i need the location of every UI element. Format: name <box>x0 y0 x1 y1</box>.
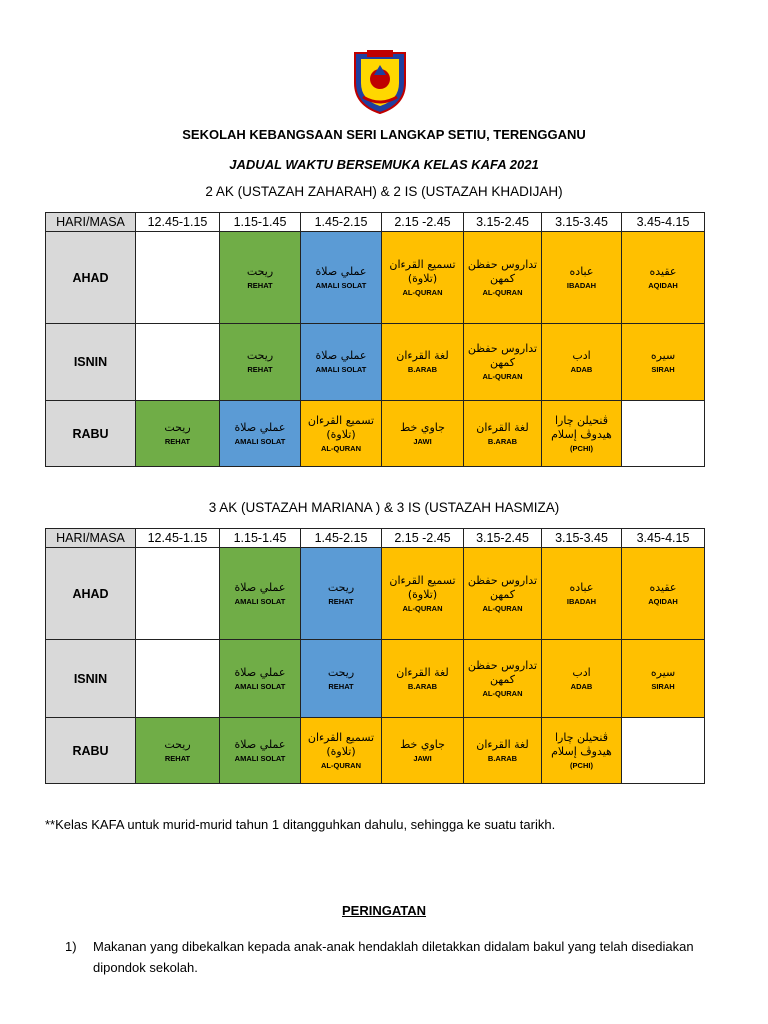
header-cell-time: 1.15-1.45 <box>220 213 301 232</box>
warning-item-number: 1) <box>65 939 77 954</box>
day-cell: RABU <box>46 401 136 467</box>
subject-cell <box>464 718 542 784</box>
subject-cell <box>301 548 382 640</box>
subject-cell <box>382 640 464 718</box>
header-cell-time: 3.15-3.45 <box>542 213 622 232</box>
subject-cell <box>464 548 542 640</box>
subject-latin: B.ARAB <box>407 365 438 374</box>
subject-cell <box>382 324 464 401</box>
header-row <box>46 213 705 232</box>
subject-arabic: تسميع القرءان (تلاوة) <box>307 730 375 758</box>
subject-arabic: عقيده <box>649 264 677 278</box>
subject-latin: ADAB <box>570 365 593 374</box>
header-cell-time: 1.45-2.15 <box>301 213 382 232</box>
subject-cell <box>220 640 301 718</box>
subject-arabic: ريحت <box>327 665 355 679</box>
subject-arabic: ادب <box>572 349 591 362</box>
subject-latin: REHAT <box>247 365 273 374</box>
subject-cell <box>382 401 464 467</box>
empty-slot <box>136 640 220 718</box>
subject-arabic: عباده <box>569 580 594 594</box>
subject-latin: JAWI <box>413 753 432 763</box>
subject-arabic: لغة القرءان <box>396 665 449 679</box>
subject-arabic: سيره <box>650 349 676 362</box>
header-row <box>46 529 705 548</box>
subject-arabic: تداروس حفظن كمهن <box>467 257 538 285</box>
subject-arabic: عملي صلاة <box>234 737 286 751</box>
timetable-2 <box>45 528 705 784</box>
subject-latin: REHAT <box>328 681 354 691</box>
warning-item-text: Makanan yang dibekalkan kepada anak-anak hendaklah diletakkan didalam bakul yang telah disediakan dipondok sekolah. <box>93 939 694 975</box>
subject-arabic: سيره <box>650 665 676 679</box>
subject-cell <box>622 324 705 401</box>
subject-cell <box>542 232 622 324</box>
subject-latin: AMALI SOLAT <box>315 280 367 290</box>
header-cell-time: 1.15-1.45 <box>220 529 301 548</box>
subject-latin: REHAT <box>247 280 273 290</box>
subject-arabic: عقيده <box>649 580 677 594</box>
subject-cell <box>301 718 382 784</box>
subject-cell <box>464 401 542 467</box>
subject-latin: AL-QURAN <box>482 372 523 381</box>
subject-arabic: جاوي خط <box>400 420 445 434</box>
subject-arabic: لغة القرءان <box>476 420 529 434</box>
school-crest-logo <box>345 45 415 115</box>
subject-latin: AL-QURAN <box>402 287 443 297</box>
subject-arabic: عملي صلاة <box>315 349 367 362</box>
subject-latin: REHAT <box>164 753 191 763</box>
subject-latin: AMALI SOLAT <box>234 436 286 446</box>
subject-latin: AMALI SOLAT <box>234 681 286 691</box>
subject-cell <box>301 401 382 467</box>
subject-arabic: لغة القرءان <box>396 349 449 362</box>
empty-slot <box>136 232 220 324</box>
header-cell-time: 2.15 -2.45 <box>382 529 464 548</box>
timetable-1 <box>45 212 705 467</box>
subject-cell <box>542 324 622 401</box>
table-row-ahad <box>46 548 705 640</box>
subject-arabic: جاوي خط <box>400 737 445 751</box>
subject-latin: ADAB <box>570 681 593 691</box>
subject-arabic: لغة القرءان <box>476 737 529 751</box>
empty-slot <box>622 401 705 467</box>
subject-cell <box>542 401 622 467</box>
subject-arabic: ڤنحيلن چارا هيدوڤ إسلام <box>551 730 612 758</box>
subject-cell <box>622 232 705 324</box>
subject-latin: JAWI <box>413 436 432 446</box>
subject-latin: B.ARAB <box>487 436 518 446</box>
subject-cell <box>136 401 220 467</box>
subject-arabic: عملي صلاة <box>234 420 286 434</box>
table-row-rabu <box>46 718 705 784</box>
day-cell: RABU <box>46 718 136 784</box>
subject-cell <box>382 232 464 324</box>
header-cell-day: HARI/MASA <box>46 529 136 548</box>
subject-latin: AMALI SOLAT <box>315 365 367 374</box>
subject-latin: SIRAH <box>651 365 675 374</box>
subject-latin: AL-QURAN <box>482 603 523 613</box>
subject-arabic: عملي صلاة <box>234 665 286 679</box>
subject-arabic: ريحت <box>164 420 191 434</box>
warning-title: PERINGATAN <box>341 903 427 918</box>
subject-latin: IBADAH <box>566 596 597 606</box>
subject-arabic: تسميع القرءان (تلاوة) <box>389 257 456 285</box>
subject-latin: B.ARAB <box>407 681 438 691</box>
subject-cell <box>382 548 464 640</box>
subject-cell <box>136 718 220 784</box>
table-row-rabu <box>46 401 705 467</box>
subject-cell <box>301 640 382 718</box>
day-cell: ISNIN <box>46 640 136 718</box>
header-cell-time: 1.45-2.15 <box>301 529 382 548</box>
subject-arabic: تداروس حفظن كمهن <box>467 342 538 369</box>
subject-cell <box>622 640 705 718</box>
empty-slot <box>136 324 220 401</box>
subject-cell <box>220 232 301 324</box>
subject-latin: IBADAH <box>566 280 597 290</box>
subject-latin: AL-QURAN <box>402 603 443 613</box>
subject-arabic: ريحت <box>164 737 191 751</box>
subject-cell <box>301 324 382 401</box>
subject-arabic: تداروس حفظن كمهن <box>467 658 538 686</box>
subject-cell <box>220 548 301 640</box>
subject-arabic: عباده <box>569 264 594 278</box>
subject-cell <box>464 640 542 718</box>
subject-arabic: ادب <box>572 665 591 679</box>
header-cell-time: 3.15-2.45 <box>464 529 542 548</box>
class-title-1: 2 AK (USTAZAH ZAHARAH) & 2 IS (USTAZAH KHADIJAH) <box>205 184 563 199</box>
subject-latin: AMALI SOLAT <box>234 753 286 763</box>
note-text: **Kelas KAFA untuk murid-murid tahun 1 ditangguhkan dahulu, sehingga ke suatu tarikh. <box>45 817 556 832</box>
table-row-isnin <box>46 640 705 718</box>
header-cell-time: 3.45-4.15 <box>622 529 705 548</box>
empty-slot <box>622 718 705 784</box>
subject-cell <box>622 548 705 640</box>
subject-cell <box>220 324 301 401</box>
subject-arabic: تسميع القرءان (تلاوة) <box>307 413 375 441</box>
school-name-heading: SEKOLAH KEBANGSAAN SERI LANGKAP SETIU, TERENGGANU <box>182 127 586 142</box>
header-cell-time: 3.15-3.45 <box>542 529 622 548</box>
subject-latin: REHAT <box>328 596 354 606</box>
subject-latin: AQIDAH <box>648 280 678 290</box>
subject-cell <box>382 718 464 784</box>
subject-arabic: ريحت <box>246 349 274 362</box>
subject-arabic: ڤنحيلن چارا هيدوڤ إسلام <box>551 413 612 441</box>
table-row-ahad <box>46 232 705 324</box>
subject-cell <box>464 232 542 324</box>
subject-cell <box>542 640 622 718</box>
subject-arabic: تسميع القرءان (تلاوة) <box>389 573 456 601</box>
table-row-isnin <box>46 324 705 401</box>
subject-latin: AL-QURAN <box>482 688 523 698</box>
subject-arabic: ريحت <box>327 580 355 594</box>
warning-item <box>65 936 713 978</box>
header-cell-time: 12.45-1.15 <box>136 213 220 232</box>
timetable-title: JADUAL WAKTU BERSEMUKA KELAS KAFA 2021 <box>229 157 539 172</box>
class-title-2: 3 AK (USTAZAH MARIANA ) & 3 IS (USTAZAH HASMIZA) <box>208 500 560 515</box>
subject-latin: B.ARAB <box>487 753 518 763</box>
day-cell: ISNIN <box>46 324 136 401</box>
empty-slot <box>136 548 220 640</box>
subject-latin: AMALI SOLAT <box>234 596 286 606</box>
subject-latin: (PCHI) <box>570 443 593 453</box>
subject-latin: AL-QURAN <box>482 287 523 297</box>
day-cell: AHAD <box>46 232 136 324</box>
subject-arabic: تداروس حفظن كمهن <box>467 573 538 601</box>
subject-cell <box>220 401 301 467</box>
subject-latin: SIRAH <box>651 681 675 691</box>
subject-cell <box>542 548 622 640</box>
subject-latin: AL-QURAN <box>321 443 361 453</box>
subject-arabic: عملي صلاة <box>234 580 286 594</box>
subject-cell <box>542 718 622 784</box>
subject-latin: AL-QURAN <box>321 760 361 770</box>
header-cell-time: 2.15 -2.45 <box>382 213 464 232</box>
subject-cell <box>301 232 382 324</box>
subject-latin: AQIDAH <box>648 596 678 606</box>
subject-cell <box>464 324 542 401</box>
subject-arabic: عملي صلاة <box>315 264 367 278</box>
header-cell-time: 3.45-4.15 <box>622 213 705 232</box>
day-cell: AHAD <box>46 548 136 640</box>
subject-latin: (PCHI) <box>570 760 593 770</box>
subject-latin: REHAT <box>164 436 191 446</box>
header-cell-time: 12.45-1.15 <box>136 529 220 548</box>
subject-cell <box>220 718 301 784</box>
header-cell-time: 3.15-2.45 <box>464 213 542 232</box>
subject-arabic: ريحت <box>246 264 274 278</box>
header-cell-day: HARI/MASA <box>46 213 136 232</box>
